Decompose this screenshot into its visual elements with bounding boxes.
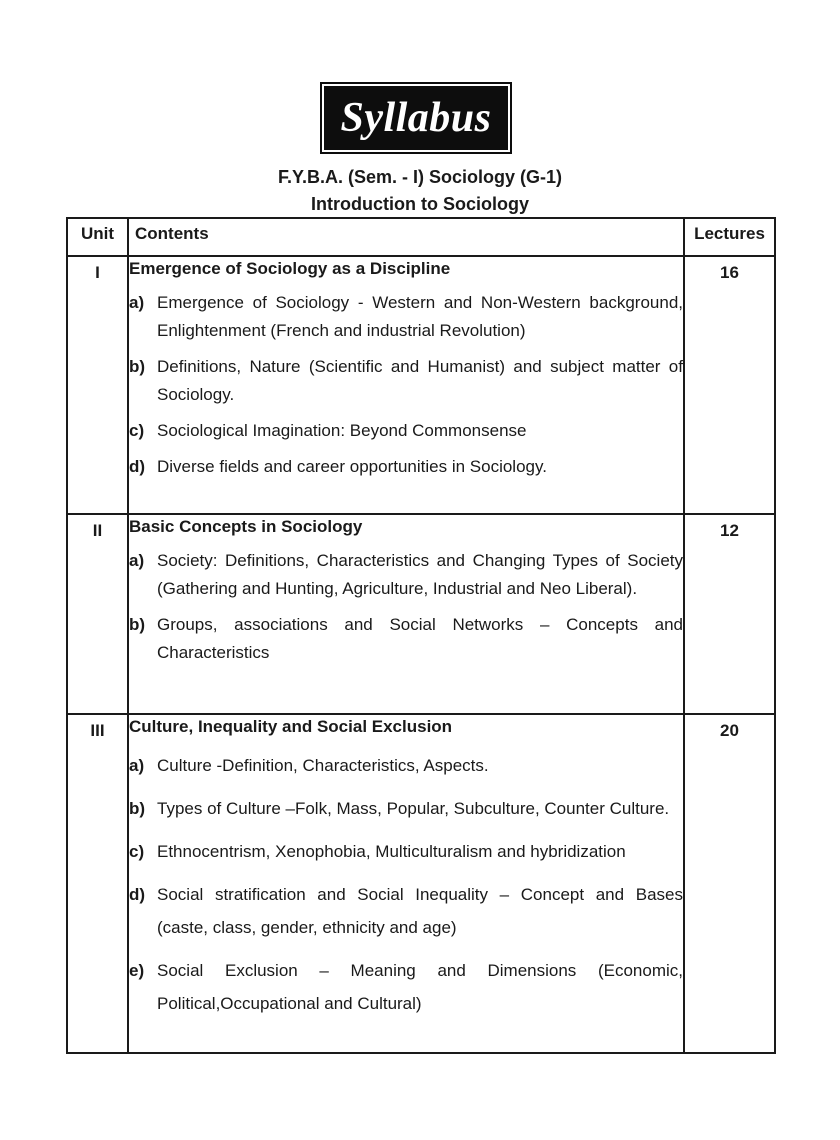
list-item: e) Social Exclusion – Meaning and Dimensions (Economic, Political,Occupational and Cultural)	[129, 961, 683, 1013]
lectures-cell	[684, 256, 775, 514]
table-row	[67, 256, 775, 514]
header-unit: Unit	[67, 218, 128, 256]
unit-number: III	[90, 721, 105, 740]
contents-cell	[128, 514, 684, 714]
list-item: c) Sociological Imagination: Beyond Commonsense	[129, 421, 527, 440]
unit-number: I	[95, 263, 100, 282]
list-item: c) Ethnocentrism, Xenophobia, Multiculturalism and hybridization	[129, 842, 626, 861]
list-item: d) Social stratification and Social Inequality – Concept and Bases (caste, class, gender, ethnicity and age)	[129, 885, 683, 937]
banner-title: Syllabus	[340, 95, 492, 141]
unit-title: Emergence of Sociology as a Discipline	[129, 259, 451, 278]
unit-cell	[67, 714, 128, 1053]
table-row	[67, 714, 775, 1053]
list-item: b) Definitions, Nature (Scientific and Humanist) and subject matter of Sociology.	[129, 357, 683, 404]
syllabus-table	[66, 217, 776, 1054]
syllabus-banner	[324, 86, 508, 150]
header-lectures: Lectures	[684, 218, 775, 256]
list-item: a) Emergence of Sociology - Western and Non-Western background, Enlightenment (French and industrial Revolution)	[129, 293, 683, 340]
unit-number: II	[92, 521, 103, 540]
table-header-row	[67, 218, 775, 256]
lecture-count: 12	[720, 521, 739, 540]
contents-cell	[128, 714, 684, 1053]
course-subheading: Introduction to Sociology	[311, 194, 529, 214]
list-item: b) Types of Culture –Folk, Mass, Popular, Subculture, Counter Culture.	[129, 799, 670, 818]
lectures-cell	[684, 514, 775, 714]
course-heading: F.Y.B.A. (Sem. - I) Sociology (G-1)	[277, 167, 563, 187]
list-item: a) Society: Definitions, Characteristics and Changing Types of Society (Gathering and Hunting, Agriculture, Industrial and Neo Liberal).	[129, 551, 683, 598]
table-row	[67, 514, 775, 714]
unit-title: Culture, Inequality and Social Exclusion	[129, 717, 453, 736]
header-contents: Contents	[128, 218, 684, 256]
unit-title: Basic Concepts in Sociology	[129, 517, 363, 536]
lecture-count: 16	[720, 263, 739, 282]
list-item: b) Groups, associations and Social Networks – Concepts and Characteristics	[129, 615, 683, 662]
unit-cell	[67, 514, 128, 714]
list-item: d) Diverse fields and career opportunities in Sociology.	[129, 457, 547, 476]
lecture-count: 20	[720, 721, 739, 740]
list-item: a) Culture -Definition, Characteristics, Aspects.	[129, 756, 489, 775]
unit-cell	[67, 256, 128, 514]
contents-cell	[128, 256, 684, 514]
lectures-cell	[684, 714, 775, 1053]
